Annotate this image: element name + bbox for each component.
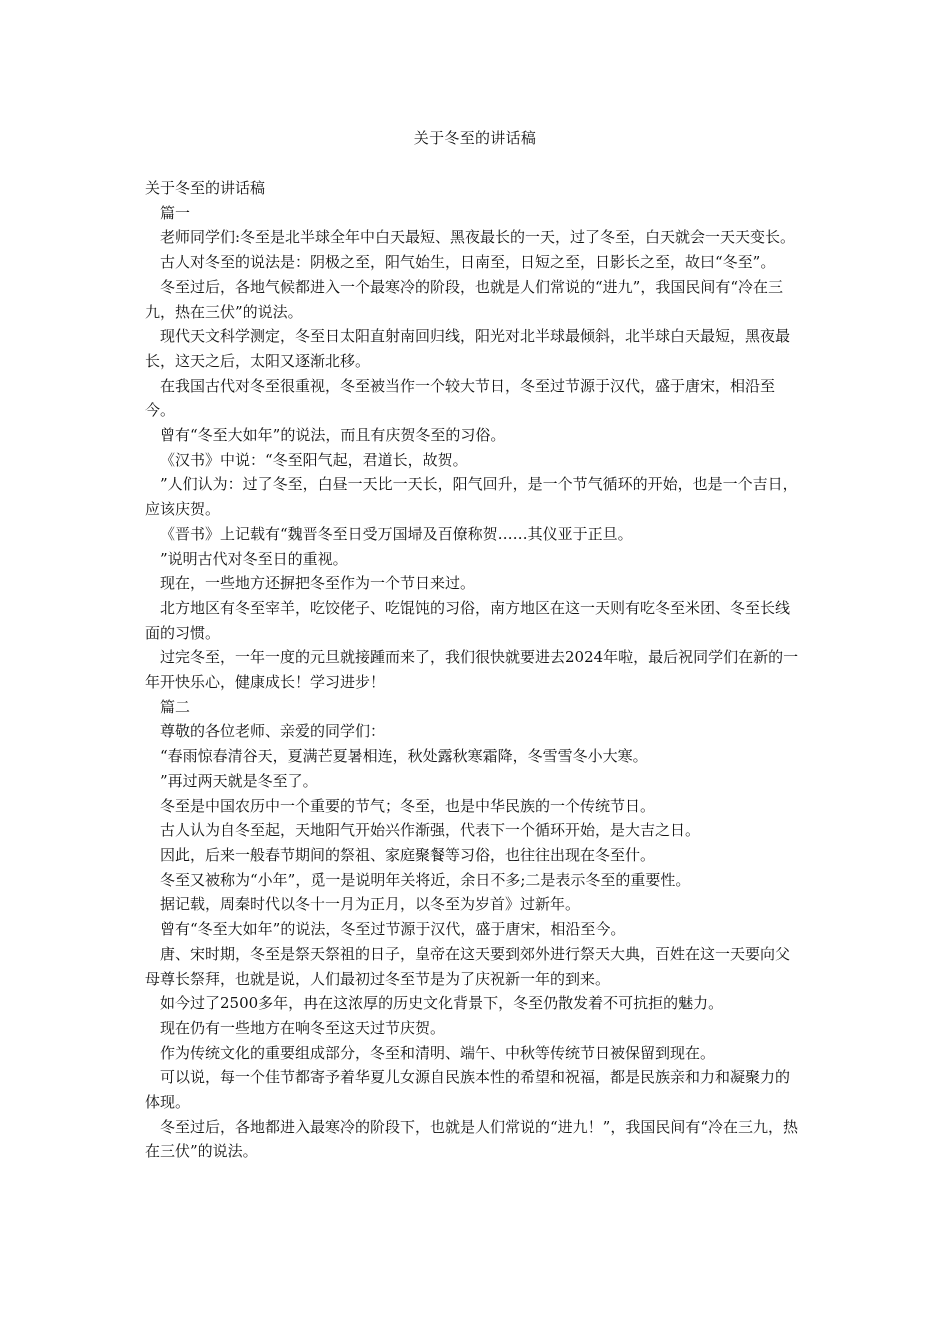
paragraph: 现在仍有一些地方在响冬至这天过节庆贺。 bbox=[160, 1018, 446, 1037]
paragraph: 曾有“冬至大如年”的说法，而且有庆贺冬至的习俗。 bbox=[160, 426, 506, 445]
paragraph: 过完冬至，一年一度的元旦就接踵而来了，我们很快就要进去2024年啦，最后祝同学们在新的一年开快乐心，健康成长！学习进步！ bbox=[145, 648, 799, 692]
paragraph: 古人对冬至的说法是：阴极之至，阳气始生，日南至，日短之至，日影长之至，故曰“冬至”。 bbox=[160, 253, 776, 272]
paragraph: 因此，后来一般春节期间的祭祖、家庭聚餐等习俗，也往往出现在冬至什。 bbox=[160, 845, 656, 864]
section-heading-2: 篇二 bbox=[160, 697, 191, 716]
paragraph: 尊敬的各位老师、亲爱的同学们： bbox=[160, 722, 386, 741]
paragraph: 曾有“冬至大如年”的说法，冬至过节源于汉代，盛于唐宋，相沿至今。 bbox=[160, 920, 626, 939]
paragraph: 冬至又被称为“小年”，觅一是说明年关将近，余日不多;二是表示冬至的重要性。 bbox=[160, 870, 691, 889]
paragraph: 冬至过后，各地气候都进入一个最寒冷的阶段，也就是人们常说的“进九”，我国民间有“冷在三九，热在三伏”的说法。 bbox=[145, 277, 784, 321]
section-heading-1: 篇一 bbox=[160, 203, 191, 222]
paragraph: 老师同学们:冬至是北半球全年中白天最短、黑夜最长的一天，过了冬至，白天就会一天天变长。 bbox=[160, 228, 796, 247]
paragraph: 据记载，周秦时代以冬十一月为正月，以冬至为岁首》过新年。 bbox=[160, 895, 581, 914]
paragraph: ”人们认为：过了冬至，白昼一天比一天长，阳气回升，是一个节气循环的开始，也是一个吉日，应该庆贺。 bbox=[145, 475, 798, 519]
paragraph: 冬至是中国农历中一个重要的节气；冬至，也是中华民族的一个传统节日。 bbox=[160, 796, 656, 815]
paragraph: 《晋书》上记载有“魏晋冬至日受万国埽及百僚称贺……其仪亚于正旦。 bbox=[160, 524, 633, 543]
paragraph: 如今过了2500多年，冉在这浓厚的历史文化背景下，冬至仍散发着不可抗拒的魅力。 bbox=[160, 994, 724, 1013]
document-body bbox=[145, 176, 803, 1164]
paragraph: 冬至过后，各地都进入最寒冷的阶段下，也就是人们常说的“进九！”，我国民间有“冷在三九，热在三伏”的说法。 bbox=[145, 1117, 799, 1161]
paragraph: ”再过两天就是冬至了。 bbox=[160, 771, 318, 790]
paragraph: 作为传统文化的重要组成部分，冬至和清明、端午、中秋等传统节日被保留到现在。 bbox=[160, 1043, 716, 1062]
paragraph: 北方地区有冬至宰羊，吃饺佬子、吃馄饨的习俗，南方地区在这一天则有吃冬至米团、冬至长线面的习惯。 bbox=[145, 598, 791, 642]
document-title: 关于冬至的讲话稿 bbox=[413, 129, 537, 147]
paragraph: 可以说，每一个佳节都寄予着华夏儿女源自民族本性的希望和祝福，都是民族亲和力和凝聚力的体现。 bbox=[145, 1068, 791, 1112]
paragraph: 《汉书》中说：“冬至阳气起，君道长，故贺。 bbox=[160, 450, 468, 469]
paragraph: 现代天文科学测定，冬至日太阳直射南回归线，阳光对北半球最倾斜，北半球白天最短，黑夜最长，这天之后，太阳又逐渐北移。 bbox=[145, 327, 791, 370]
paragraph: 古人认为自冬至起，天地阳气开始兴作渐强，代表下一个循环开始，是大吉之日。 bbox=[160, 821, 701, 840]
paragraph: 在我国古代对冬至很重视，冬至被当作一个较大节日，冬至过节源于汉代，盛于唐宋，相沿至今。 bbox=[145, 376, 776, 420]
paragraph: ”说明古代对冬至日的重视。 bbox=[160, 549, 348, 568]
paragraph: 唐、宋时期，冬至是祭天祭祖的日子，皇帝在这天要到郊外进行祭天大典，百姓在这一天要向父母尊长祭拜，也就是说，人们最初过冬至节是为了庆祝新一年的到来。 bbox=[145, 944, 791, 988]
document-subtitle: 关于冬至的讲话稿 bbox=[145, 179, 266, 197]
paragraph: “春雨惊春清谷天，夏满芒夏暑相连，秋处露秋寒霜降，冬雪雪冬小大寒。 bbox=[160, 747, 648, 766]
paragraph: 现在，一些地方还摒把冬至作为一个节日来过。 bbox=[160, 574, 476, 593]
